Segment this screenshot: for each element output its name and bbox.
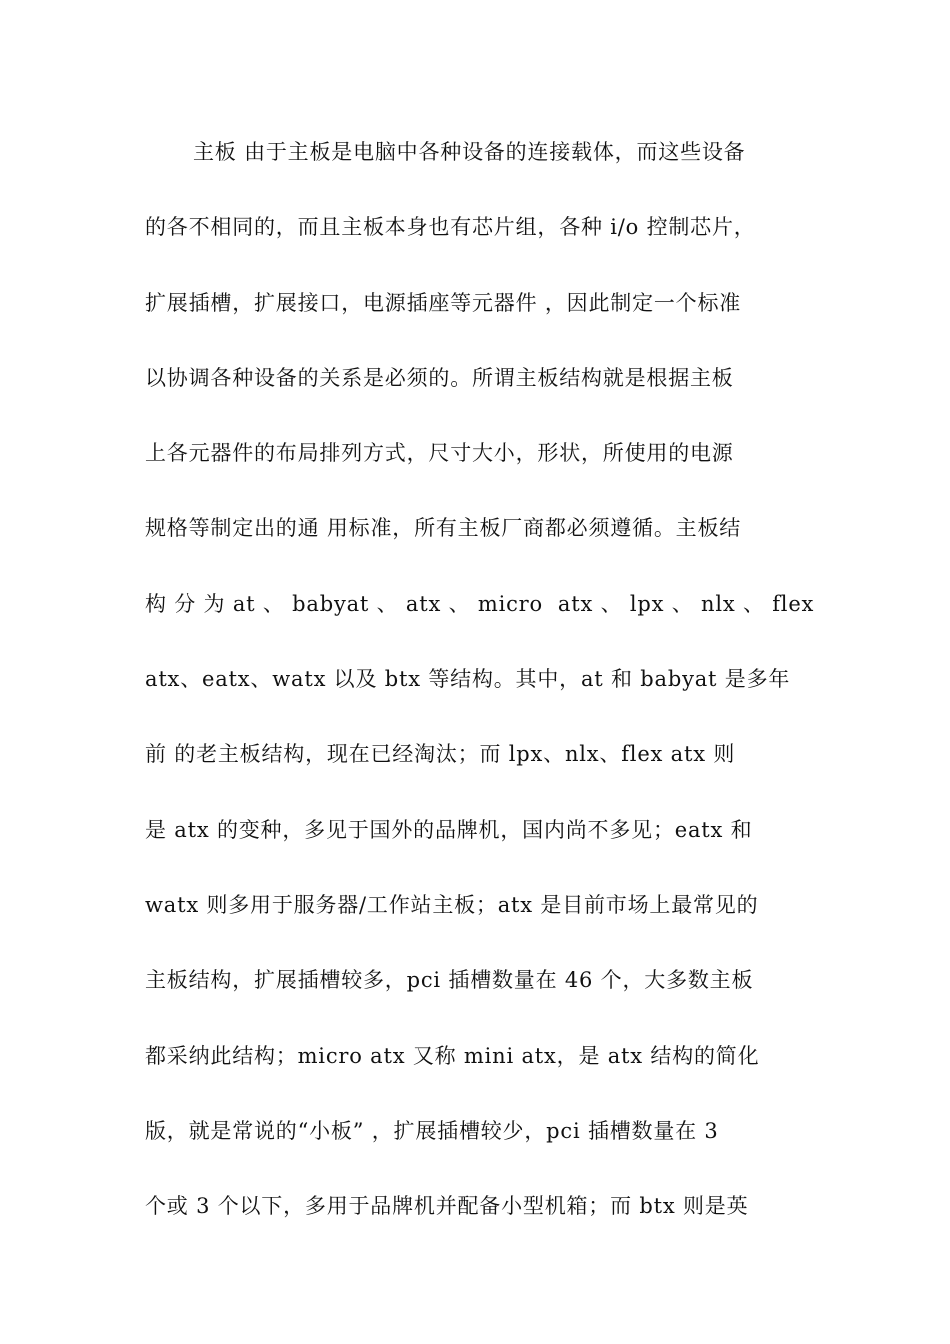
paragraph-line: 前 的老主板结构，现在已经淘汰；而 lpx、nlx、flex atx 则 — [145, 742, 736, 767]
paragraph-line: 版，就是常说的“小板” ，扩展插槽较少，pci 插槽数量在 3 — [145, 1118, 719, 1143]
paragraph-line: 的各不相同的，而且主板本身也有芯片组，各种 i/o 控制芯片， — [145, 215, 756, 240]
paragraph-line: 规格等制定出的通 用标准，所有主板厂商都必须遵循。主板结 — [145, 516, 742, 541]
paragraph-line: 个或 3 个以下，多用于品牌机并配备小型机箱；而 btx 则是英 — [145, 1194, 749, 1219]
paragraph-line: 上各元器件的布局排列方式，尺寸大小，形状，所使用的电源 — [145, 441, 734, 466]
paragraph-line: 以协调各种设备的关系是必须的。所谓主板结构就是根据主板 — [145, 365, 734, 390]
body-paragraph — [145, 130, 815, 1259]
paragraph-line: 构 分 为 at 、 babyat 、 atx 、 micro atx 、 lpx 、 nlx 、 flex — [145, 591, 815, 616]
paragraph-line: atx、eatx、watx 以及 btx 等结构。其中，at 和 babyat 是多年 — [145, 667, 791, 692]
paragraph-line: 都采纳此结构；micro atx 又称 mini atx，是 atx 结构的简化 — [145, 1043, 760, 1068]
paragraph-line: 主板结构，扩展插槽较多，pci 插槽数量在 46 个，大多数主板 — [145, 968, 754, 993]
paragraph-line: watx 则多用于服务器/工作站主板；atx 是目前市场上最常见的 — [145, 892, 759, 917]
paragraph-line: 扩展插槽，扩展接口，电源插座等元器件 ，因此制定一个标准 — [145, 290, 742, 315]
paragraph-line: 是 atx 的变种，多见于国外的品牌机，国内尚不多见；eatx 和 — [145, 817, 753, 842]
paragraph-line: 主板 由于主板是电脑中各种设备的连接载体，而这些设备 — [193, 140, 746, 164]
